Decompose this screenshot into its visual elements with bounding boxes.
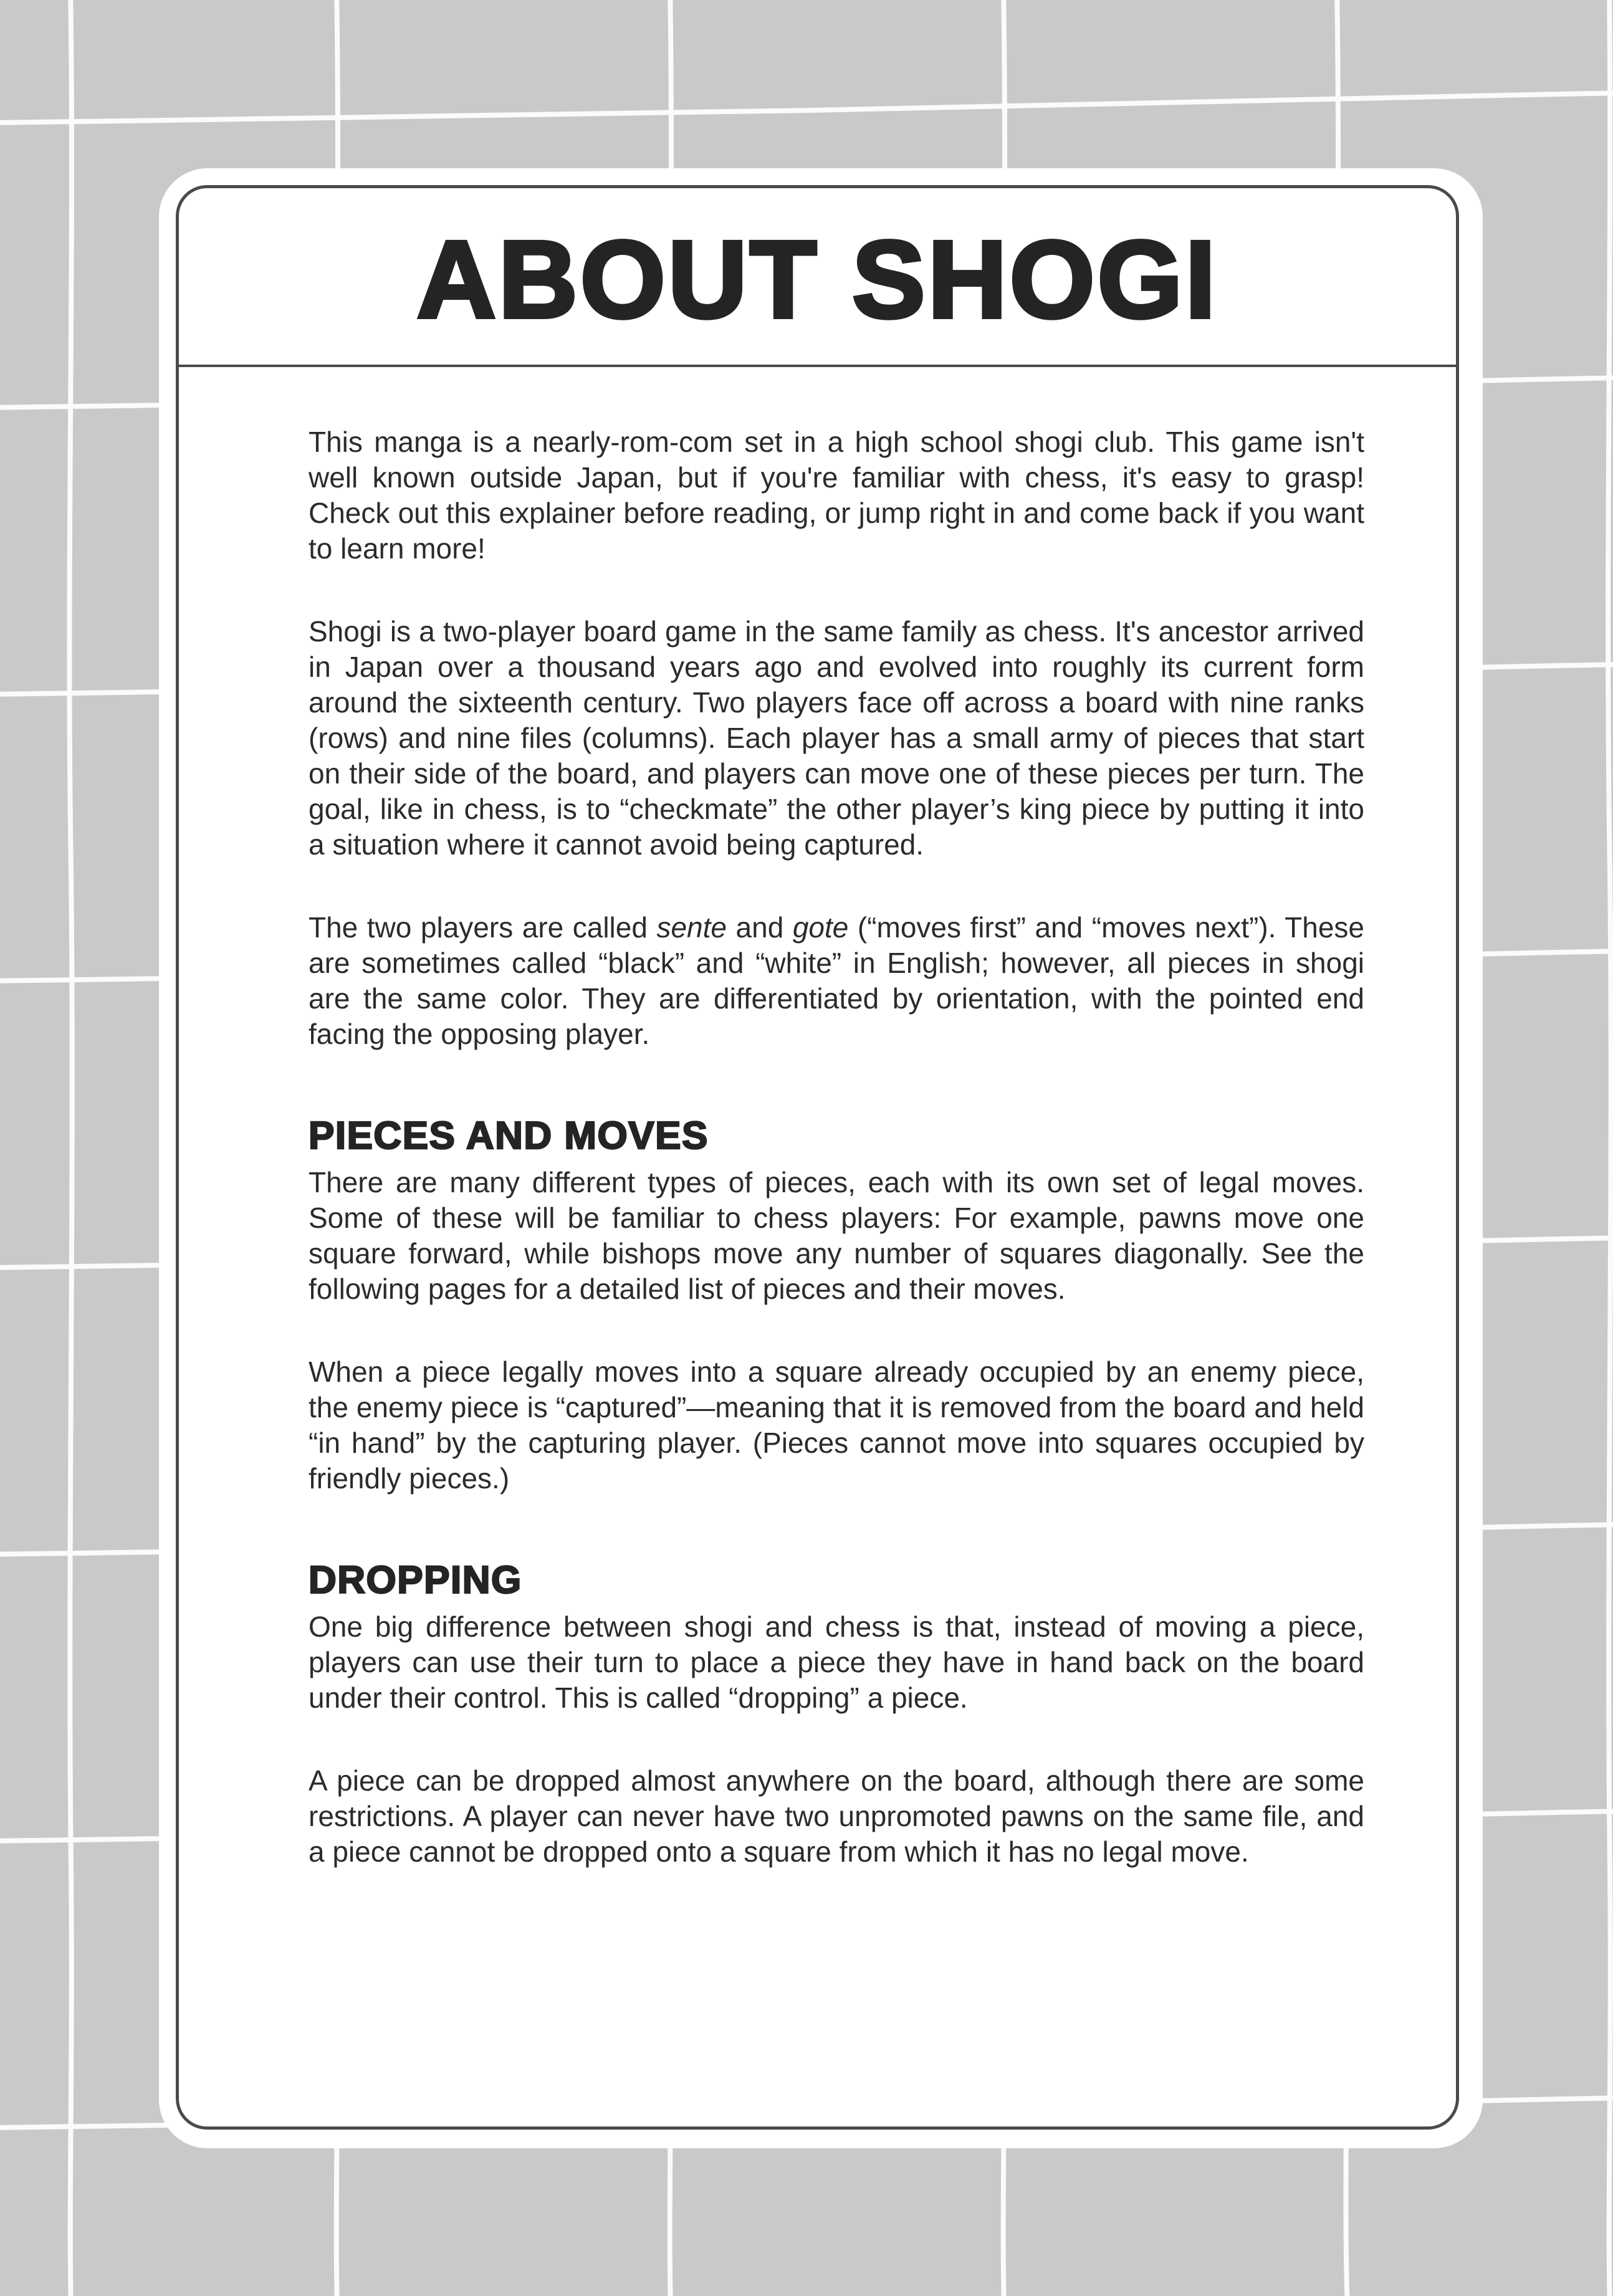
text-run: This manga is a nearly-rom-com set in a high school shogi club. This game isn't well known outside Japan, but if you're familiar with chess, it's easy to grasp! Check out this explainer before reading, or jump right in and come back if you want to learn more! xyxy=(309,426,1364,565)
text-run: When a piece legally moves into a square already occupied by an enemy piece, the enemy piece is “captured”—meaning that it is removed from the board and held “in hand” by the capturing player. (Pieces cannot move into squares occupied by friendly pieces.) xyxy=(309,1356,1364,1495)
body-paragraph xyxy=(309,1763,1364,1870)
text-run: and xyxy=(727,911,793,944)
text-run: A piece can be dropped almost anywhere on the board, although there are some restrictions. A player can never have two unpromoted pawns on the same file, and a piece cannot be dropped onto a square from which it has no legal move. xyxy=(309,1764,1364,1868)
page-title: ABOUT SHOGI xyxy=(416,218,1218,341)
body-paragraph xyxy=(309,424,1364,567)
text-run: (“moves first” and “moves next”). These are sometimes called “black” and “white” in English; however, all pieces in shogi are the same color. They are differentiated by orientation, with the pointed end facing the opposing player. xyxy=(309,911,1364,1050)
grid-line-vertical xyxy=(69,0,72,2296)
explainer-card xyxy=(159,168,1483,2148)
body-paragraph xyxy=(309,1609,1364,1716)
text-run: One big difference between shogi and chess is that, instead of moving a piece, players can use their turn to place a piece they have in hand back on the board under their control. This is called “dropping” a piece. xyxy=(309,1610,1364,1715)
text-run: There are many different types of pieces, each with its own set of legal moves. Some of these will be familiar to chess players: For example, pawns move one square forward, while bishops move any number of squares diagonally. See the following pages for a detailed list of pieces and their moves. xyxy=(309,1166,1364,1306)
body-paragraph xyxy=(309,1165,1364,1307)
section-heading: DROPPING xyxy=(309,1559,522,1602)
body-paragraph xyxy=(309,1354,1364,1496)
card-outline-frame xyxy=(176,185,1459,2130)
card-header xyxy=(179,188,1456,367)
section-heading: PIECES AND MOVES xyxy=(309,1114,709,1157)
text-run: The two players are called xyxy=(309,911,657,944)
grid-line-vertical xyxy=(1608,0,1611,2296)
italic-term: sente xyxy=(656,911,727,944)
italic-term: gote xyxy=(792,911,849,944)
body-paragraph xyxy=(309,614,1364,863)
card-body xyxy=(179,367,1456,2126)
text-run: Shogi is a two-player board game in the same family as chess. It's ancestor arrived in Japan over a thousand years ago and evolved into roughly its current form around the sixteenth century. Two players face off across a board with nine ranks (rows) and nine files (columns). Each player has a small army of pieces that start on their side of the board, and players can move one of these pieces per turn. The goal, like in chess, is to “checkmate” the other player’s king piece by putting it into a situation where it cannot avoid being captured. xyxy=(309,615,1364,861)
grid-line-horizontal xyxy=(0,93,1613,123)
body-paragraph xyxy=(309,910,1364,1052)
